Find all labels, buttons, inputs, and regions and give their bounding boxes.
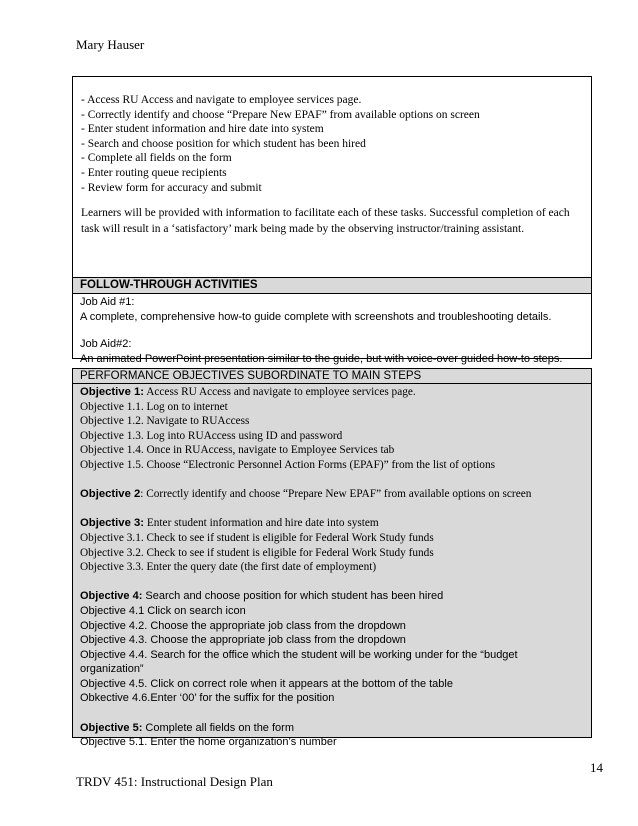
learning-activities-box [72,76,592,365]
objective-item: Objective 1.2. Navigate to RUAccess [80,415,250,428]
task-step: - Complete all fields on the form [81,152,232,165]
page-number: 14 [590,760,603,775]
objective-item: Objective 3.2. Check to see if student is eligible for Federal Work Study funds [80,546,434,559]
objective-3 [80,516,588,531]
objective-item: Obkective 4.6.Enter ‘00’ for the suffix for the position [80,692,335,705]
objective-item: Objective 4.1 Click on search icon [80,604,246,617]
objective-2-text: : Correctly identify and choose “Prepare New EPAF” from available options on screen [140,488,532,501]
job-aid-2-description: An animated PowerPoint presentation similar to the guide, but with voice-over guided how-to steps. [80,352,563,365]
task-step: - Access RU Access and navigate to employee services page. [81,94,362,106]
performance-objectives-heading: PERFORMANCE OBJECTIVES SUBORDINATE TO MAIN STEPS [73,369,591,384]
follow-through-heading: FOLLOW-THROUGH ACTIVITIES [73,277,591,294]
objective-item: Objective 4.3. Choose the appropriate job class from the dropdown [80,634,406,647]
objective-4 [80,589,588,604]
objective-1-label: Objective 1: [80,386,145,398]
objective-item: Objective 3.1. Check to see if student is eligible for Federal Work Study funds [80,531,434,544]
objective-2-label: Objective 2 [80,488,141,501]
job-aid-1-title: Job Aid #1: [80,296,135,308]
page-footer-course: TRDV 451: Instructional Design Plan [76,774,273,789]
job-aid-2-title: Job Aid#2: [80,338,132,350]
objective-item: Objective 1.4. Once in RUAccess, navigate to Employee Services tab [80,444,395,457]
assessment-paragraph: Learners will be provided with information to facilitate each of these tasks. Successful completion of each task will result in a ‘satisfactory’ mark being made by the observing instructor/training assistant. [81,207,570,235]
objective-5-text: Complete all fields on the form [142,721,294,734]
objective-3-label: Objective 3: [80,517,145,530]
objective-item: Objective 1.3. Log into RUAccess using ID and password [80,429,343,442]
performance-objectives-body [80,385,588,750]
objective-item: Objective 1.5. Choose “Electronic Personnel Action Forms (EPAF)” from the list of options [80,458,496,471]
task-step: - Correctly identify and choose “Prepare New EPAF” from available options on screen [81,108,480,121]
objective-5 [80,721,588,736]
objective-item: Objective 4.5. Click on correct role when it appears at the bottom of the table [80,677,453,690]
task-step: - Enter student information and hire date into system [81,123,324,136]
objective-item: Objective 4.2. Choose the appropriate job class from the dropdown [80,619,406,632]
objective-item: Objective 3.3. Enter the query date (the first date of employment) [80,561,377,574]
objective-5-label: Objective 5: [80,721,143,734]
page-header-author: Mary Hauser [76,37,145,52]
follow-through-body [80,295,588,366]
objective-1 [80,385,588,400]
objective-item: Objective 4.4. Search for the office which the student will be working under for the “budget organization” [80,648,518,676]
objective-item: Objective 5.1. Enter the home organization’s number [80,736,337,749]
objective-3-text: Enter student information and hire date into system [144,517,379,530]
learning-steps-area [73,77,591,277]
task-step: - Enter routing queue recipients [81,166,227,179]
performance-objectives-box [72,368,592,749]
task-step: - Review form for accuracy and submit [81,181,262,194]
task-step: - Search and choose position for which student has been hired [81,137,366,150]
objective-item: Objective 1.1. Log on to internet [80,400,228,413]
objective-2 [80,487,588,502]
job-aid-1-description: A complete, comprehensive how-to guide complete with screenshots and troubleshooting details. [80,310,552,323]
task-step-list [81,93,480,195]
objective-4-label: Objective 4: [80,590,143,603]
objective-4-text: Search and choose position for which student has been hired [142,590,444,603]
objective-1-text: Access RU Access and navigate to employee services page. [144,386,416,398]
